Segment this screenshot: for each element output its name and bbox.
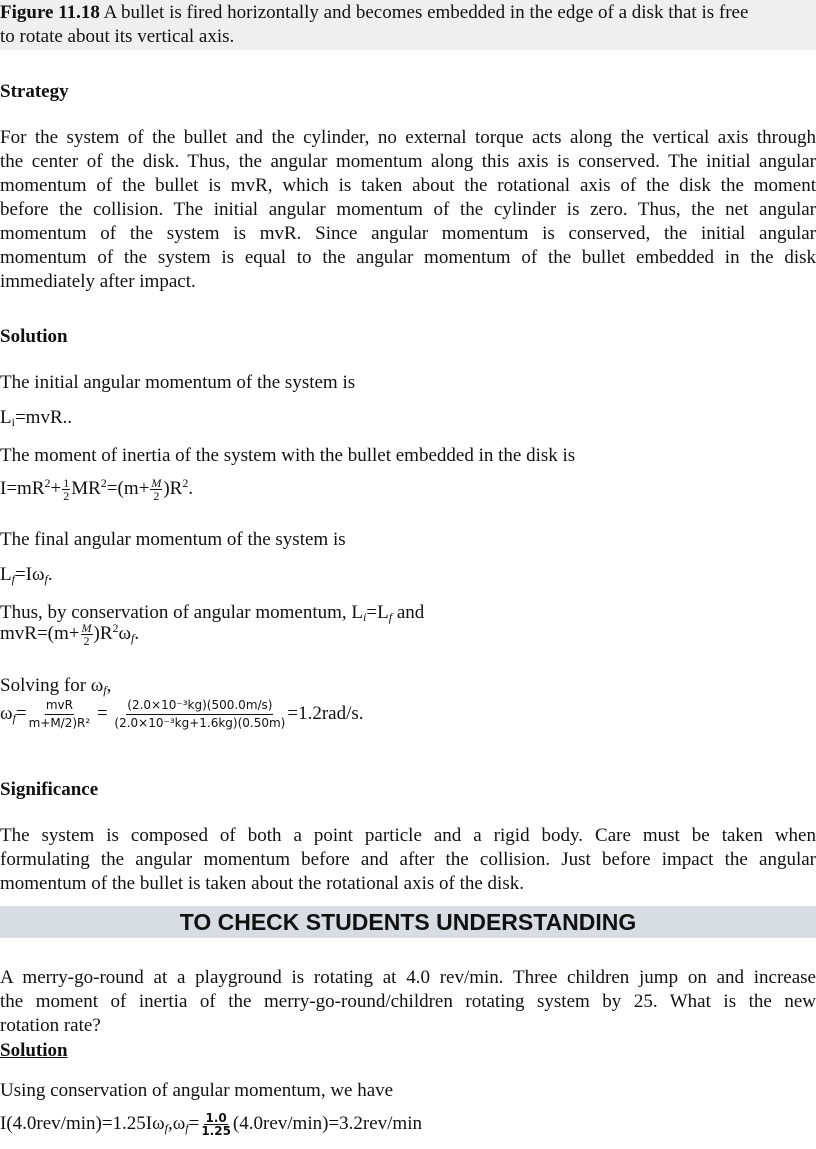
equation-final-momentum: $L_f=I\omega_f$.: [0, 564, 53, 586]
figure-caption: [0, 0, 816, 50]
solution-text-4: Thus, by conservation of angular momentum, $L_i=L_f$ and: [0, 602, 425, 624]
strategy-line: For the system of the bullet and the cylinder, no external torque acts along the vertical axis through: [0, 127, 816, 148]
solution-text-3: The final angular momentum of the system is: [0, 529, 346, 550]
check-solution-equation: $I(4.0rev/\min)=1.25I\omega_f,\omega_f=$ $\frac{1.0}{1.25}$ (4.0rev/min)=3.2rev/min: [0, 1111, 422, 1138]
solution-text-5: Solving for $\omega_f$,: [0, 675, 112, 697]
figure-caption-line-2: to rotate about its vertical axis.: [0, 26, 235, 47]
significance-paragraph: [0, 824, 816, 896]
strategy-line: momentum of the system is mvR. Since angular momentum is conserved, the initial angular: [0, 223, 816, 244]
equation-conservation: mvR=(m+ $\frac{M}{2}$ )$R^2\omega_f$.: [0, 621, 140, 649]
check-question-line: A merry-go-round at a playground is rotating at 4.0 rev/min. Three children jump on and increase: [0, 967, 816, 988]
strategy-line: momentum of the system is equal to the angular momentum of the bullet embedded in the disk: [0, 247, 816, 268]
check-solution-text: Using conservation of angular momentum, we have: [0, 1080, 394, 1101]
strategy-paragraph: [0, 126, 816, 294]
significance-line: formulating the angular momentum before and after the collision. Just before impact the angular: [0, 849, 816, 870]
solution-text-1: The initial angular momentum of the system is: [0, 372, 356, 393]
significance-line: momentum of the bullet is taken about the rotational axis of the disk.: [0, 873, 524, 894]
check-solution-heading: Solution: [0, 1040, 68, 1061]
check-understanding-banner: TO CHECK STUDENTS UNDERSTANDING: [0, 906, 816, 938]
solution-text-2: The moment of inertia of the system with the bullet embedded in the disk is: [0, 445, 576, 466]
strategy-heading: Strategy: [0, 81, 69, 102]
check-question-line: rotation rate?: [0, 1015, 101, 1036]
check-question: [0, 966, 816, 1038]
solution-heading: Solution: [0, 326, 68, 347]
figure-caption-line-1: Figure 11.18 A bullet is fired horizontally and becomes embedded in the edge of a disk that is free: [0, 2, 749, 23]
strategy-line: before the collision. The initial angular momentum of the cylinder is zero. Thus, the net angular: [0, 199, 816, 220]
figure-label: Figure 11.18: [0, 2, 100, 23]
strategy-line: immediately after impact.: [0, 271, 196, 292]
check-question-line: the moment of inertia of the merry-go-round/children rotating system by 25. What is the new: [0, 991, 816, 1012]
significance-line: The system is composed of both a point particle and a rigid body. Care must be taken when: [0, 825, 816, 846]
equation-moment-of-inertia: $I=mR^2+$ $\frac{1}{2}$ $MR^2=(m+$ $\frac{M}{2}$ )$R^2$.: [0, 476, 194, 504]
strategy-line: momentum of the bullet is mvR, which is taken about the rotational axis of the disk the moment: [0, 175, 816, 196]
strategy-line: the center of the disk. Thus, the angular momentum along this axis is conserved. The initial angular: [0, 151, 816, 172]
equation-initial-momentum: $L_i=mvR$..: [0, 407, 73, 429]
equation-final-angular-velocity: $\omega_f=$ $\frac{\text{mvR}}{\text{m+M/2)R²}}$ = $\frac{\text{(2.0×10⁻³kg)(500.0m/s)}}{\text{(2.0×10⁻³kg+1.6kg)(0.50m)}}$ =1.2rad/s.: [0, 698, 364, 730]
significance-heading: Significance: [0, 779, 99, 800]
